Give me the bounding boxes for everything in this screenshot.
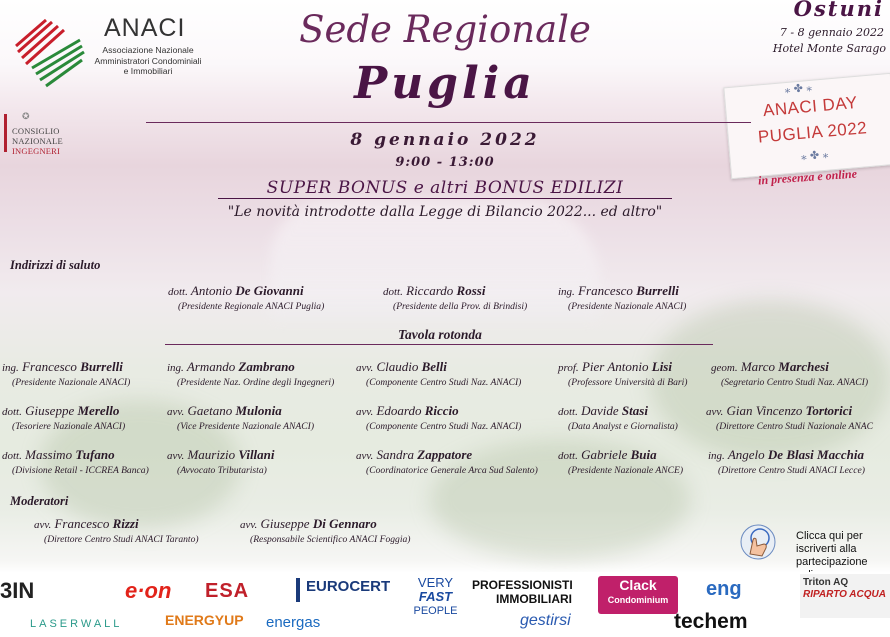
panelist: dott. Gabriele Buia (Presidente Nazionale ANCE) [558, 447, 684, 476]
sponsor-logo: PROFESSIONISTI IMMOBILIARI [472, 578, 573, 606]
region-title: Puglia [354, 58, 536, 109]
moderator: avv. Giuseppe Di Gennaro (Responsabile Scientifico ANACI Foggia) [240, 516, 411, 545]
cni-line: NAZIONALE [12, 136, 63, 146]
sponsor-logo: ENERGYUP [165, 612, 244, 628]
sponsor-logo: techem [674, 610, 748, 633]
panelist: avv. Gian Vincenzo Tortorici (Direttore Centro Studi Nazionale ANAC [706, 403, 874, 432]
panelist: avv. Edoardo Riccio (Componente Centro Studi Naz. ANACI) [356, 403, 522, 432]
moderator: avv. Francesco Rizzi (Direttore Centro Studi ANACI Taranto) [34, 516, 199, 545]
speaker: dott. Antonio De Giovanni (Presidente Regionale ANACI Puglia) [168, 283, 325, 312]
panelist: avv. Sandra Zappatore (Coordinatorice Generale Arca Sud Salento) [356, 447, 538, 476]
divider [146, 122, 751, 123]
speaker: ing. Francesco Burrelli (Presidente Nazionale ANACI) [558, 283, 687, 312]
stamp-ornament-icon: ⁎ ✤ ⁎ [800, 147, 829, 163]
panelist: geom. Marco Marchesi (Segretario Centro Studi Naz. ANACI) [711, 359, 869, 388]
sponsor-logo: LASERWALL [30, 618, 123, 630]
section-label-tavola: Tavola rotonda [398, 327, 482, 342]
section-label-moderatori: Moderatori [10, 494, 69, 508]
org-full-name: Associazione Nazionale Amministratori Condominiali e Immobiliari [94, 45, 202, 76]
sponsor-logo: eng [706, 578, 742, 600]
panelist: dott. Massimo Tufano (Divisione Retail - ICCREA Banca) [2, 447, 149, 476]
panelist: avv. Gaetano Mulonia (Vice Presidente Nazionale ANACI) [167, 403, 315, 432]
page-title: Sede Regionale [299, 8, 591, 51]
sponsor-logo: Clack Condominium [598, 576, 678, 614]
sponsor-logo: VERY FAST PEOPLE [413, 575, 458, 617]
panelist: dott. Giuseppe Merello (Tesoriere Nazionale ANACI) [2, 403, 126, 432]
sponsor-logo: e·on [125, 578, 172, 603]
stamp-line: ANACI DAY [762, 92, 859, 121]
topic-subtitle: "Le novità introdotte dalla Legge di Bilancio 2022... ed altro" [227, 204, 663, 220]
cni-line: CONSIGLIO [12, 126, 60, 136]
panelist: dott. Davide Stasi (Data Analyst e Giornalista) [558, 403, 678, 432]
event-time: 9:00 - 13:00 [395, 155, 495, 170]
divider [165, 344, 713, 345]
event-mode: in presenza e online [757, 166, 858, 188]
sponsor-logo: ESA [205, 580, 250, 602]
event-dates: 7 - 8 gennaio 2022 [779, 26, 884, 39]
sponsor-logo: 3IN [0, 578, 35, 603]
org-abbr: ANACI [104, 14, 186, 42]
section-label-saluti: Indirizzi di saluto [10, 258, 101, 272]
sponsor-logo: EUROCERT [296, 578, 400, 602]
cni-seal-icon: ✪ [22, 112, 30, 122]
panelist: ing. Francesco Burrelli (Presidente Nazionale ANACI) [2, 359, 131, 388]
topic-title: SUPER BONUS e altri BONUS EDILIZI [266, 178, 624, 198]
panelist: avv. Maurizio Villani (Avvocato Tributarista) [167, 447, 275, 476]
online-registration-link[interactable]: Clicca qui per iscriverti alla partecipazione [796, 530, 868, 568]
cni-line: INGEGNERI [12, 146, 61, 156]
sponsor-logo: gestirsi [520, 612, 571, 629]
sponsor-bar [0, 572, 890, 637]
stamp-line: PUGLIA 2022 [757, 118, 868, 147]
panelist: ing. Angelo De Blasi Macchia (Direttore Centro Studi ANACI Lecce) [708, 447, 865, 476]
panelist: prof. Pier Antonio Lisi (Professore Università di Bari) [558, 359, 688, 388]
sponsor-logo: Triton AQ RIPARTO ACQUA [800, 574, 890, 618]
event-venue: Hotel Monte Sarago [772, 42, 886, 55]
speaker: dott. Riccardo Rossi (Presidente della Prov. di Brindisi) [383, 283, 528, 312]
sponsor-logo: energas [266, 614, 321, 631]
panelist: ing. Armando Zambrano (Presidente Naz. Ordine degli Ingegneri) [167, 359, 335, 388]
panelist: avv. Claudio Belli (Componente Centro Studi Naz. ANACI) [356, 359, 522, 388]
event-date: 8 gennaio 2022 [350, 130, 540, 150]
stamp-ornament-icon: ⁎ ✤ ⁎ [784, 80, 813, 97]
event-city: Ostuni [793, 0, 884, 21]
divider [218, 198, 672, 199]
hand-click-icon[interactable] [740, 524, 776, 560]
